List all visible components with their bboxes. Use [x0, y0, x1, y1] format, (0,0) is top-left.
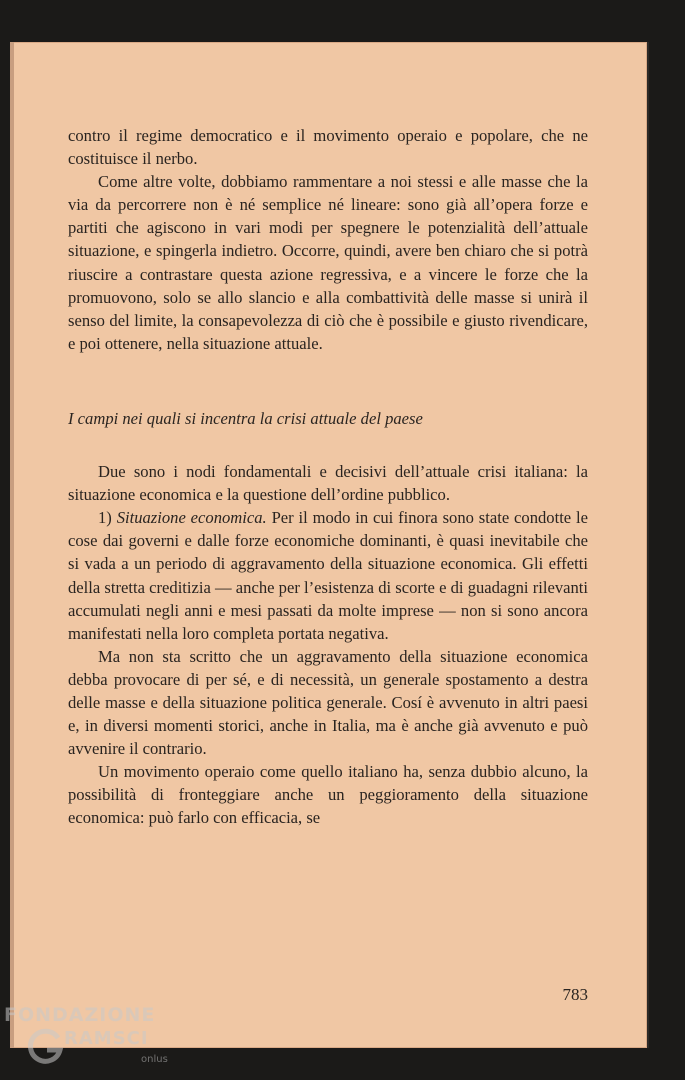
page-edge [10, 42, 14, 1048]
paragraph-3: Due sono i nodi fondamentali e decisivi dell’attuale crisi italiana: la situazione economica e la questione dell’ordine pubblico. [68, 462, 588, 505]
section-heading: I campi nei quali si incentra la crisi attuale del paese [68, 408, 423, 428]
page-number: 783 [562, 985, 588, 1004]
item-title: Situazione economica. [116, 508, 267, 528]
item-number: 1) [98, 508, 112, 528]
watermark-line1: FONDAZIONE [4, 1004, 156, 1026]
paragraph-6: Un movimento operaio come quello italiano ha, senza dubbio alcuno, la possibilità di fronteggiare anche un peggioramento della situazione economica: può farlo con efficacia, se [68, 762, 588, 828]
item-text: Per il modo in cui finora sono state condotte le cose dai governi e dalle forze economiche dominanti, è quasi inevitabile che si vada a un periodo di aggravamento della situazione economica. Gli effetti della stretta creditizia — anche per l’esistenza di scorte e di guadagni rilevanti accumulati negli anni e mesi passati da molte imprese — non si sono ancora manifestati nella loro completa portata negativa. [68, 508, 588, 643]
page-body-text [68, 124, 588, 830]
watermark-logo [4, 1004, 184, 1080]
paragraph-1: contro il regime democratico e il movimento operaio e popolare, che ne costituisce il nerbo. [68, 126, 588, 169]
paragraph-5: Ma non sta scritto che un aggravamento della situazione economica debba provocare di per sé, e di necessità, un generale spostamento a destra delle masse e della situazione politica generale. Cosí è avvenuto in altri paesi e, in diversi momenti storici, anche in Italia, ma è anche già avvenuto e può avvenire il contrario. [68, 646, 588, 759]
watermark-line2: RAMSCI [64, 1028, 149, 1049]
watermark-g-icon [26, 1026, 66, 1066]
watermark-suffix: onlus [141, 1054, 168, 1065]
paragraph-2: Come altre volte, dobbiamo rammentare a noi stessi e alle masse che la via da percorrere non è né semplice né lineare: sono già all’opera forze e partiti che agiscono in vari modi per spegnere le potenzialità dell’attuale situazione, e spingerla indietro. Occorre, quindi, avere ben chiaro che si potrà riuscire a contrastare questa azione regressiva, e a vincere le forze che la promuovono, solo se allo slancio e alla combattività delle masse si unirà il senso del limite, la consapevolezza di ciò che è possibile e giusto rivendicare, e poi ottenere, nella situazione attuale. [68, 172, 588, 353]
paragraph-item-1 [68, 506, 588, 645]
